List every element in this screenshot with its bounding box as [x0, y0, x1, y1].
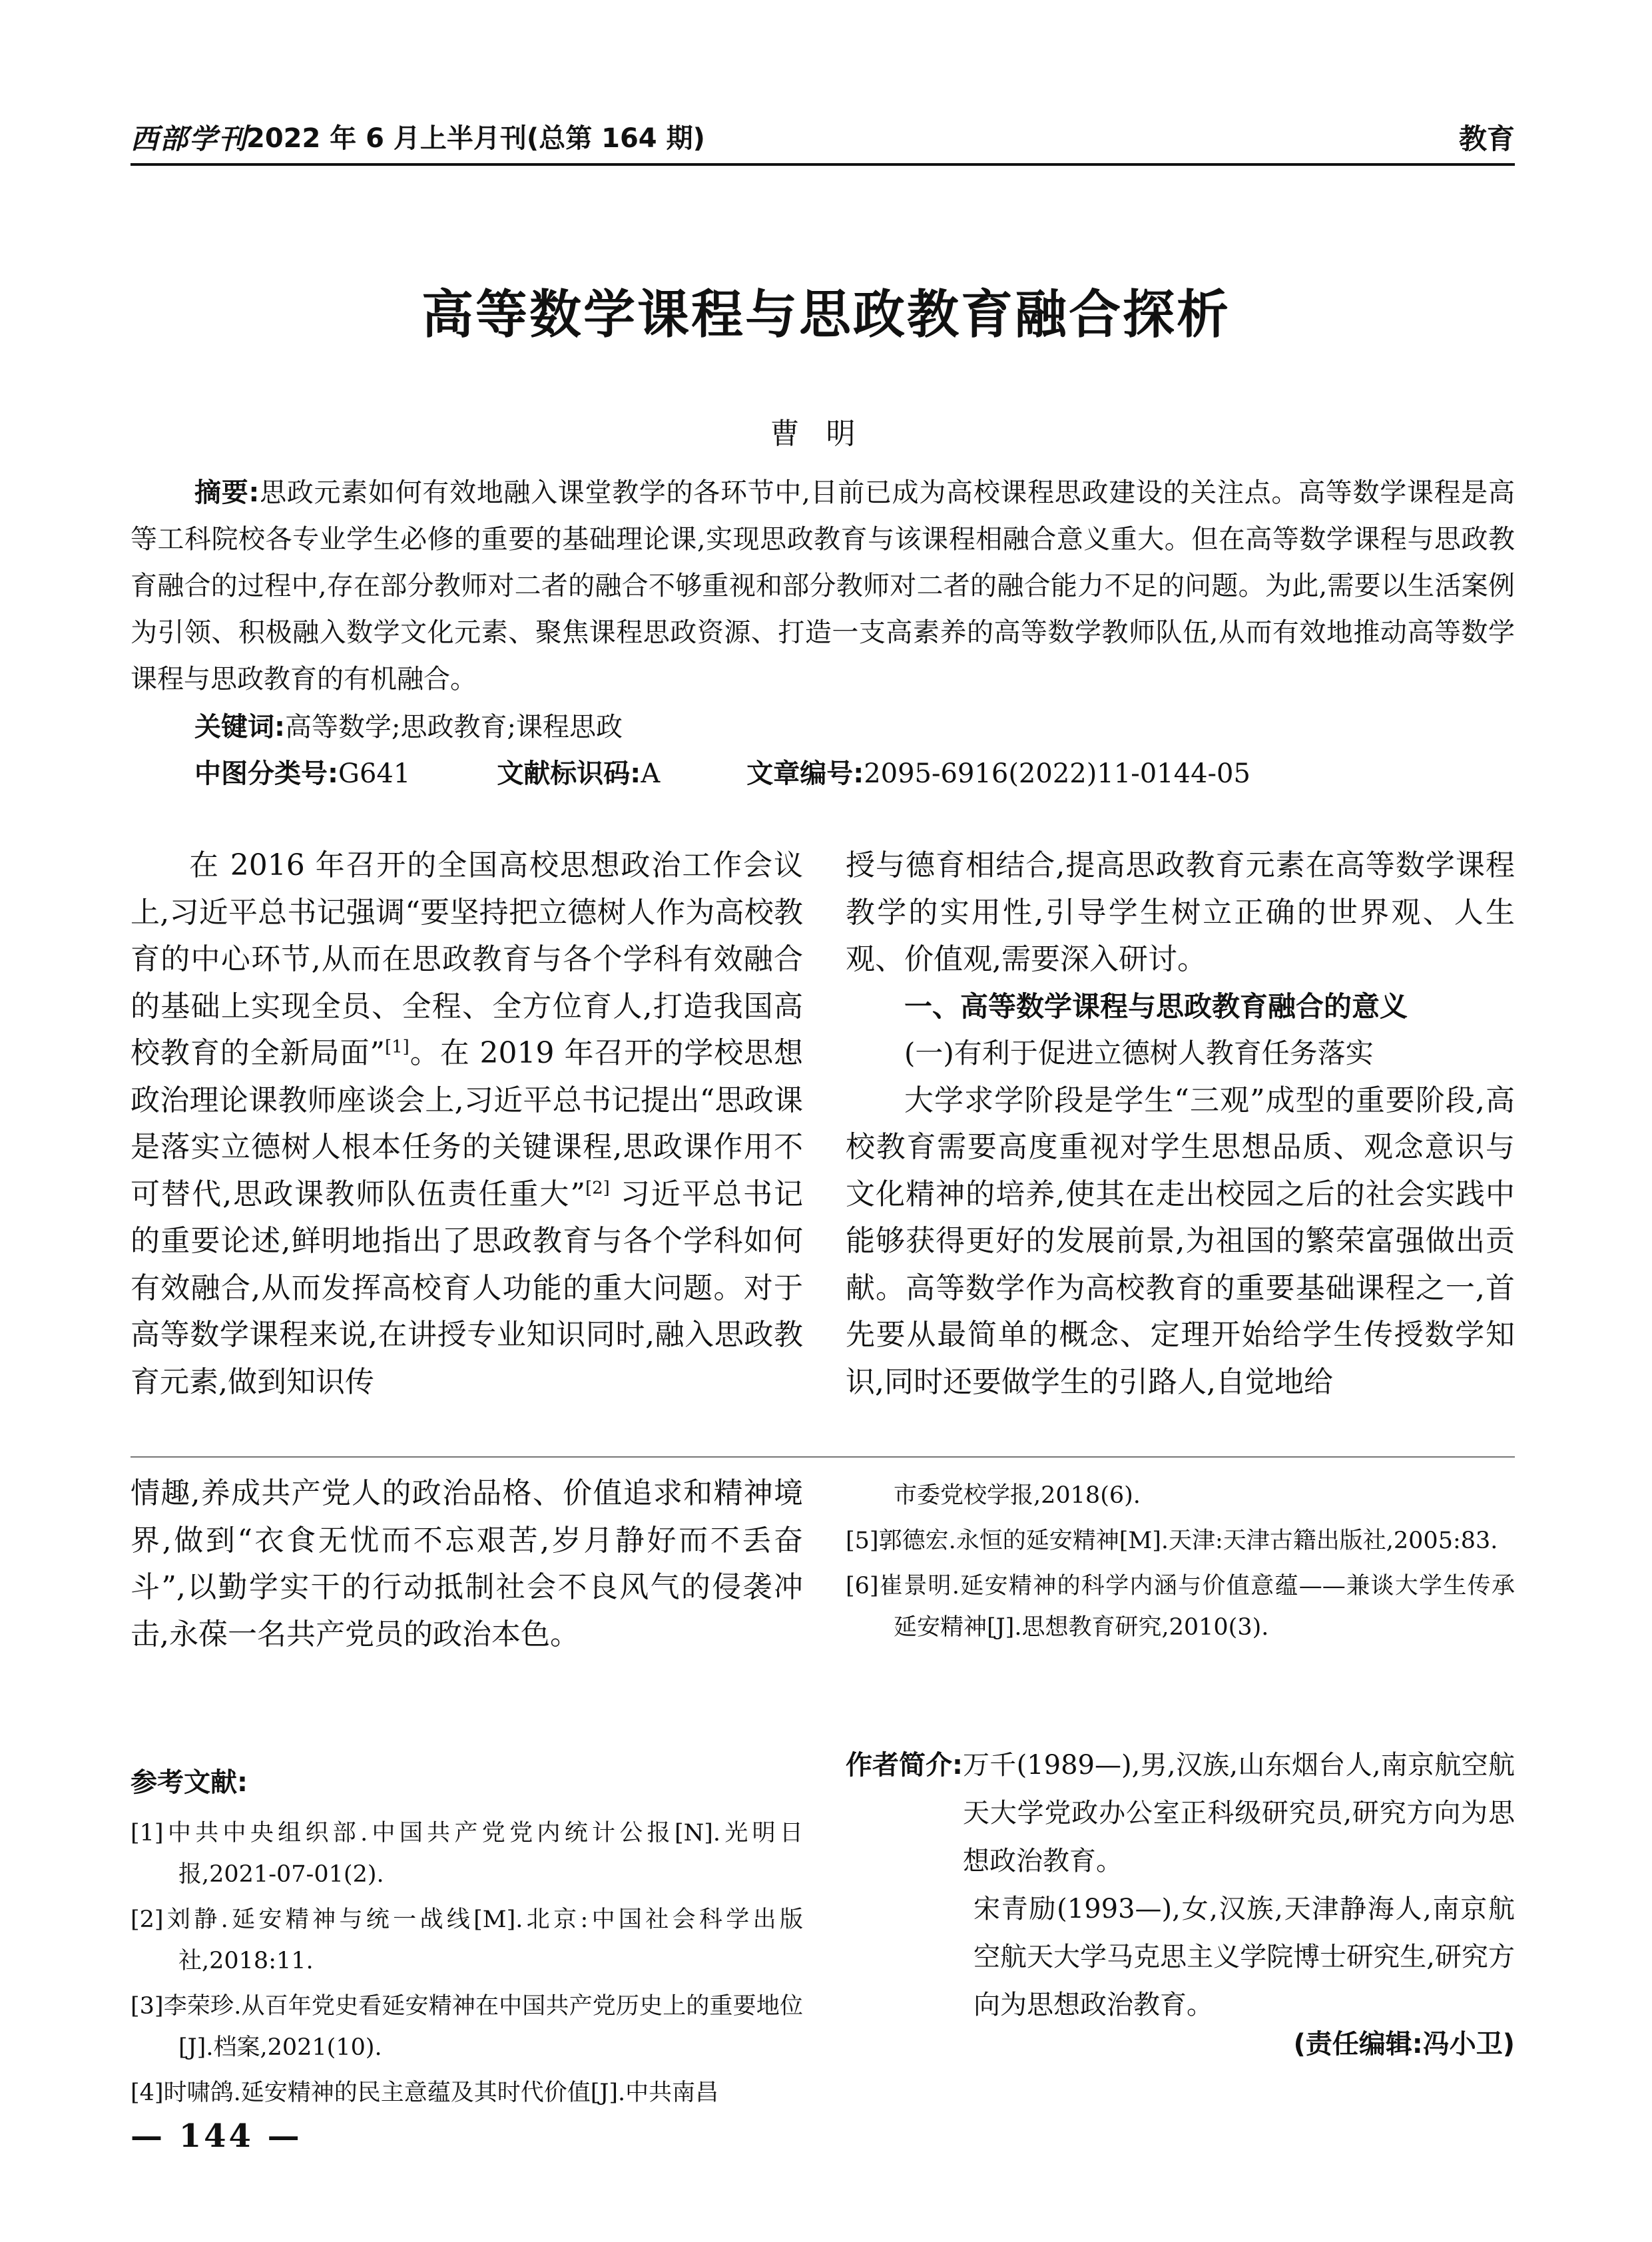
abstract: [131, 469, 1515, 702]
abstract-text: 思政元素如何有效地融入课堂教学的各环节中,目前已成为高校课程思政建设的关注点。高等数学课程是高等工科院校各专业学生必修的重要的基础理论课,实现思政教育与该课程相融合意义重大。但在高等数学课程与思政教育融合的过程中,存在部分教师对二者的融合不够重视和部分教师对二者的融合能力不足的问题。为此,需要以生活案例为引领、积极融入数学文化元素、聚焦课程思政资源、打造一支高素养的高等数学教师队伍,从而有效地推动高等数学课程与思政教育的有机融合。: [131, 477, 1515, 695]
doc-code-label: 文献标识码:: [497, 758, 641, 789]
section-name: 教育: [1458, 123, 1515, 155]
section-heading: 一、高等数学课程与思政教育融合的意义: [904, 989, 1408, 1023]
page-divider: [131, 1456, 1515, 1458]
author-bio: [846, 1741, 1515, 2029]
article-number-value: 2095-6916(2022)11-0144-05: [864, 758, 1250, 789]
references-title: 参考文献:: [131, 1767, 248, 1798]
citation-2: [2]: [585, 1177, 610, 1198]
reference-item: [2]刘静.延安精神与统一战线[M].北京:中国社会科学出版社,2018:11.: [131, 1906, 803, 1974]
issue-info: 2022 年 6 月上半月刊(总第 164 期): [246, 123, 705, 154]
body-text: 习近平总书记的重要论述,鲜明地指出了思政教育与各个学科如何有效融合,从而发挥高校育人功能的重大问题。对于高等数学课程来说,在讲授专业知识同时,融入思政教育元素,做到知识传: [131, 1177, 803, 1399]
classification: [194, 752, 1250, 790]
reference-item: [4]时啸鸽.延安精神的民主意蕴及其时代价值[J].中共南昌: [131, 2080, 719, 2106]
reference-item: [5]郭德宏.永恒的延安精神[M].天津:天津古籍出版社,2005:83.: [846, 1528, 1498, 1554]
author-bio-label: 作者简介:: [846, 1750, 963, 1781]
body-paragraph: [131, 842, 803, 1406]
journal-logo: 西部学刊: [131, 123, 248, 155]
citation-1: [1]: [384, 1037, 410, 1057]
body-paragraph: 情趣,养成共产党人的政治品格、价值追求和精神境界,做到“衣食无忧而不忘艰苦,岁月静好而不丢奋斗”,以勤学实干的行动抵制社会不良风气的侵袭冲击,永葆一名共产党员的政治本色。: [131, 1476, 803, 1651]
article-author: 曹明: [770, 417, 882, 451]
body-paragraph: 大学求学阶段是学生“三观”成型的重要阶段,高校教育需要高度重视对学生思想品质、观念意识与文化精神的培养,使其在走出校园之后的社会实践中能够获得更好的发展前景,为祖国的繁荣富强做出贡献。高等数学作为高校教育的重要基础课程之一,首先要从最简单的概念、定理开始给学生传授数学知识,同时还要做学生的引路人,自觉地给: [846, 1083, 1515, 1399]
header-rule: [131, 163, 1515, 166]
clc-label: 中图分类号:: [194, 758, 338, 789]
keywords-label: 关键词:: [194, 712, 285, 742]
body-text: 。在 2019 年召开的学校思想政治理论课教师座谈会上,习近平总书记提出“思政课是落实立德树人根本任务的关键课程,思政课作用不可替代,思政课教师队伍责任重大”: [131, 1036, 803, 1211]
abstract-label: 摘要:: [194, 477, 260, 508]
continued-text: [131, 1470, 803, 1658]
body-paragraph: 授与德育相结合,提高思政教育元素在高等数学课程教学的实用性,引导学生树立正确的世界观、人生观、价值观,需要深入研讨。: [846, 848, 1515, 976]
keywords-text: 高等数学;思政教育;课程思政: [285, 712, 623, 742]
body-right-column: [846, 842, 1515, 1406]
reference-item: [3]李荣珍.从百年党史看延安精神在中国共产党历史上的重要地位[J].档案,2021(10).: [131, 1993, 803, 2061]
author-bio-2: 宋青励(1993—),女,汉族,天津静海人,南京航空航天大学马克思主义学院博士研究生,研究方向为思想政治教育。: [973, 1894, 1515, 2020]
article-title: 高等数学课程与思政教育融合探析: [421, 285, 1231, 345]
keywords: [194, 706, 623, 744]
responsible-editor: (责任编辑:冯小卫): [1293, 2029, 1515, 2060]
reference-item: [1]中共中央组织部.中国共产党党内统计公报[N].光明日报,2021-07-01(2).: [131, 1820, 803, 1888]
reference-continuation: 市委党校学报,2018(6).: [894, 1482, 1141, 1509]
reference-item: [6]崔景明.延安精神的科学内涵与价值意蕴——兼谈大学生传承延安精神[J].思想教育研究,2010(3).: [846, 1573, 1515, 1641]
references-right: [846, 1475, 1515, 1652]
article-number-label: 文章编号:: [746, 758, 864, 789]
author-bio-1: 万千(1989—),男,汉族,山东烟台人,南京航空航天大学党政办公室正科级研究员,研究方向为思想政治教育。: [963, 1750, 1515, 1876]
body-left-column: [131, 842, 803, 1406]
clc-value: G641: [338, 758, 411, 789]
body-text: 在 2016 年召开的全国高校思想政治工作会议上,习近平总书记强调“要坚持把立德树人作为高校教育的中心环节,从而在思政教育与各个学科有效融合的基础上实现全员、全程、全方位育人,打造我国高校教育的全新局面”: [131, 848, 803, 1070]
subsection-heading: (一)有利于促进立德树人教育任务落实: [904, 1037, 1374, 1069]
page-number: — 144 —: [131, 2117, 302, 2155]
doc-code-value: A: [641, 758, 661, 789]
references-left: [131, 1761, 803, 2117]
